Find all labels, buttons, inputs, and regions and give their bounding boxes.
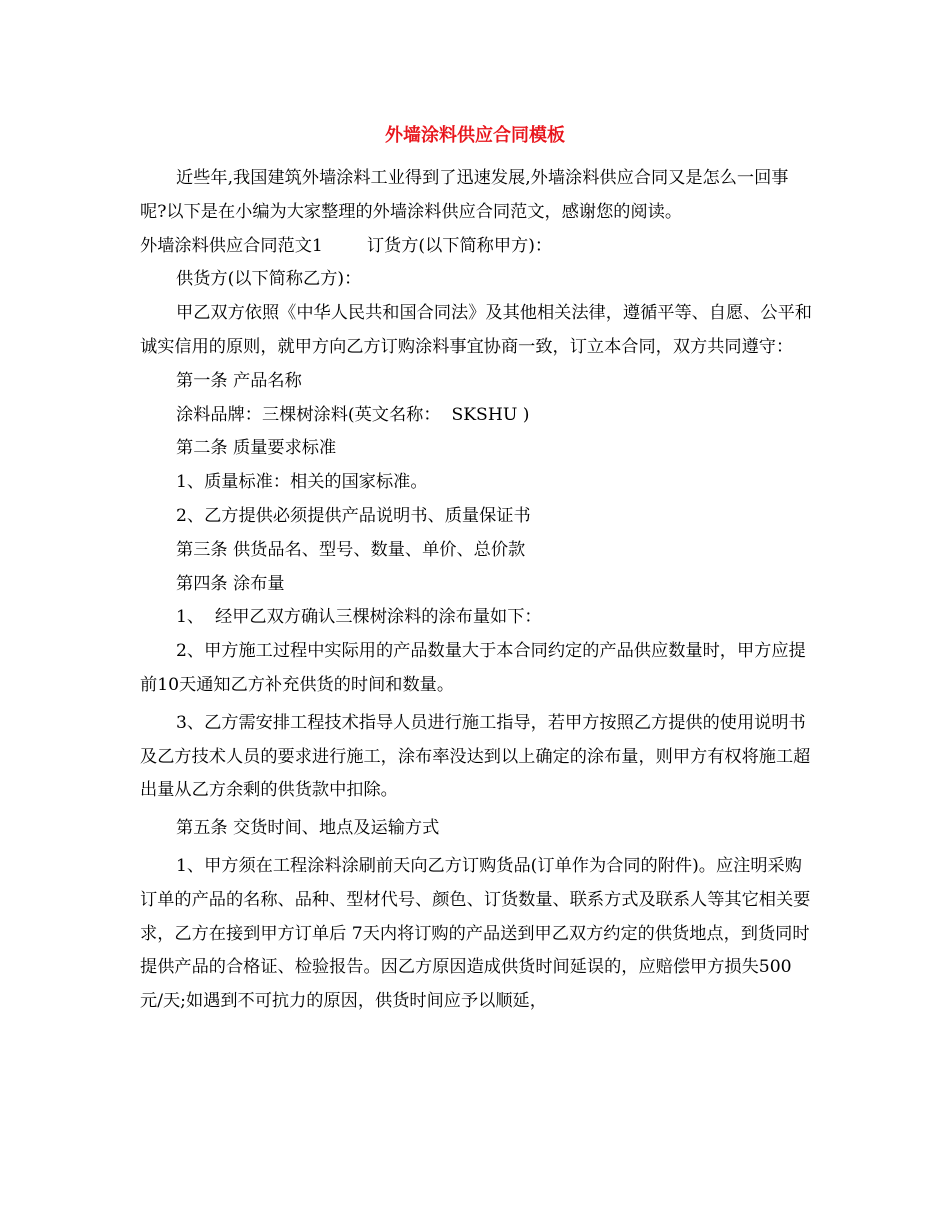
article-4-item-2: 2、甲方施工过程中实际用的产品数量大于本合同约定的产品供应数量时，甲方应提前10天通知乙方补充供货的时间和数量。: [140, 641, 806, 695]
article-2-title: 第二条 质量要求标准: [176, 438, 337, 459]
supplier-line: 供货方(以下简称乙方)：: [176, 269, 362, 290]
article-2-item-2: 2、乙方提供必须提供产品说明书、质量保证书: [176, 505, 531, 526]
article-4-title: 第四条 涂布量: [176, 573, 285, 594]
article-5-title: 第五条 交货时间、地点及运输方式: [176, 818, 440, 839]
buyer-line: 订货方(以下简称甲方)：: [366, 235, 553, 256]
sample-heading: 外墙涂料供应合同范文1: [140, 235, 323, 256]
article-4-item-1: 1、 经甲乙双方确认三棵树涂料的涂布量如下：: [176, 607, 542, 628]
article-2-item-1: 1、质量标准：相关的国家标准。: [176, 472, 428, 493]
sample-heading-line: [140, 230, 812, 264]
intro-paragraph: 近些年,我国建筑外墙涂料工业得到了迅速发展,外墙涂料供应合同又是怎么一回事呢?以下是在小编为大家整理的外墙涂料供应合同范文，感谢您的阅读。: [140, 168, 789, 222]
preamble-paragraph: 甲乙双方依照《中华人民共和国合同法》及其他相关法律，遵循平等、自愿、公平和诚实信用的原则，就甲方向乙方订购涂料事宜协商一致，订立本合同，双方共同遵守：: [140, 303, 812, 357]
article-3-title: 第三条 供货品名、型号、数量、单价、总价款: [176, 539, 526, 560]
article-4-item-3: 3、乙方需安排工程技术指导人员进行施工指导，若甲方按照乙方提供的使用说明书及乙方技术人员的要求进行施工，涂布率没达到以上确定的涂布量，则甲方有权将施工超出量从乙方余剩的供货款中扣除。: [140, 712, 811, 801]
article-1-brand: 涂料品牌：三棵树涂料(英文名称： SKSHU ): [176, 404, 530, 425]
document-body: [140, 162, 812, 1019]
article-5-item-1: 1、甲方须在工程涂料涂刷前天向乙方订购货品(订单作为合同的附件)。应注明采购订单的产品的名称、品种、型材代号、颜色、订货数量、联系方式及联系人等其它相关要求，乙方在接到甲方订单后 7天内将订购的产品送到甲乙双方约定的供货地点，到货同时提供产品的合格证、检验报告。因乙方原因造成供货时间延误的，应赔偿甲方损失500元/天;如遇到不可抗力的原因，供货时间应予以顺延，: [140, 855, 811, 1012]
article-1-title: 第一条 产品名称: [176, 370, 302, 391]
document-title: 外墙涂料供应合同模板: [385, 125, 565, 146]
